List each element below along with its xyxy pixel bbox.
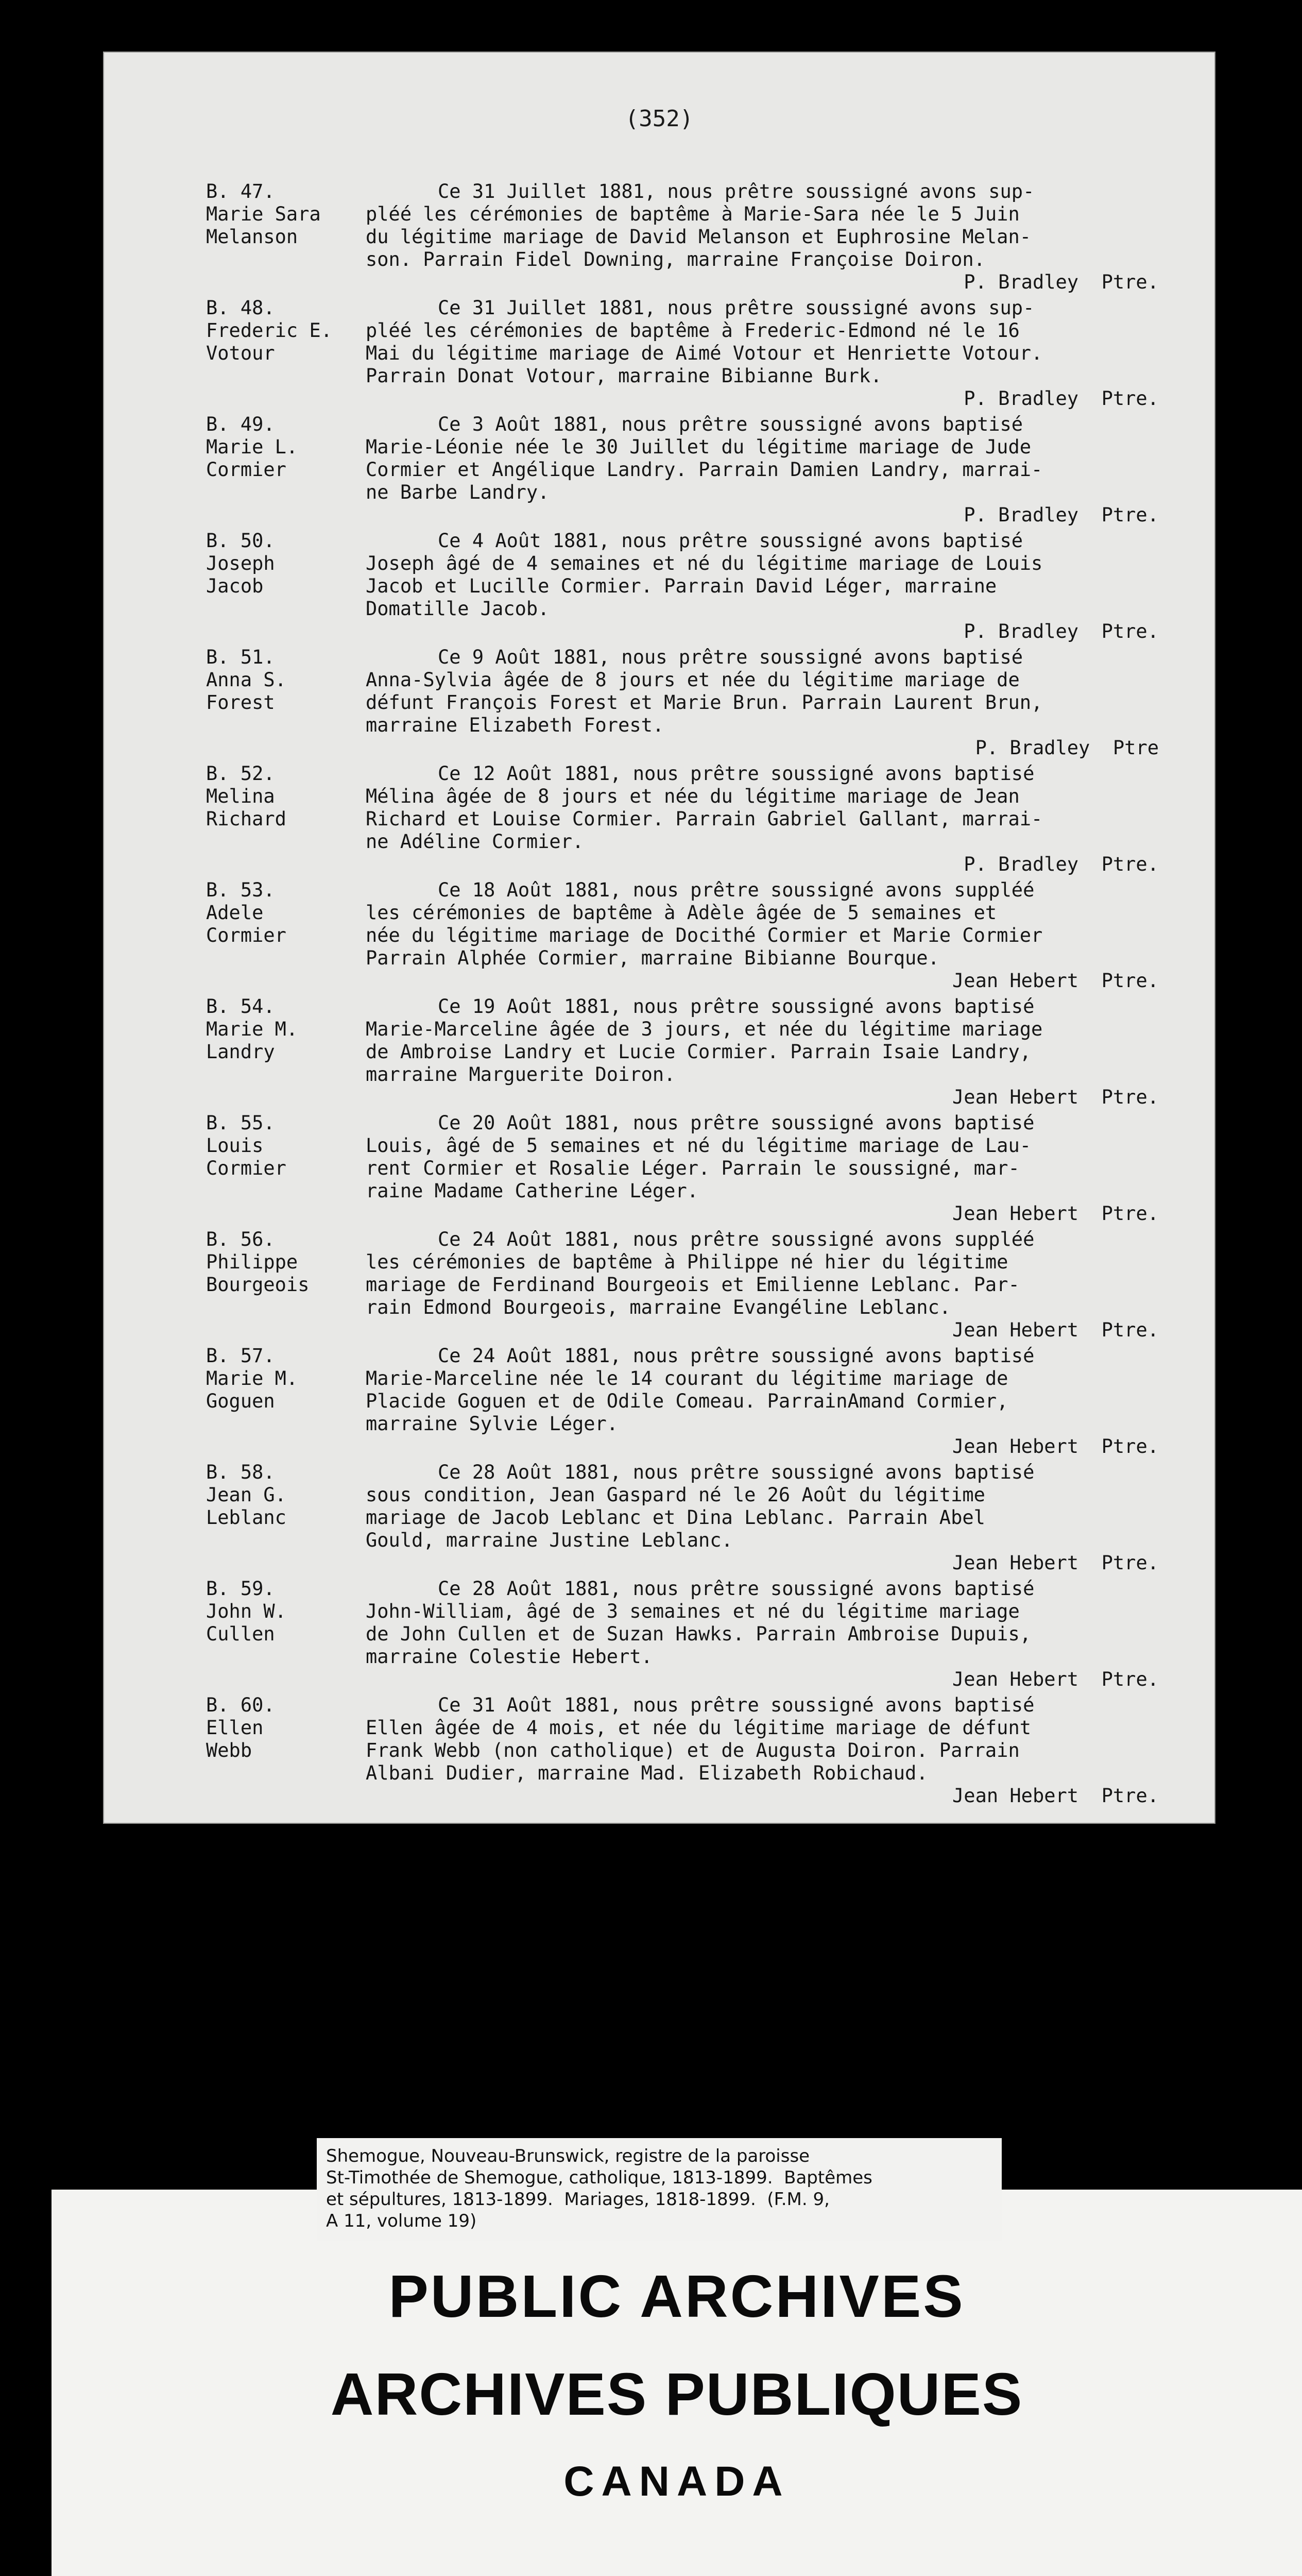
entry-margin-note — [206, 995, 366, 1112]
priest-signature: Jean Hebert Ptre. — [952, 1435, 1159, 1458]
entry-text-line: son. Parrain Fidel Downing, marraine Françoise Doiron. — [366, 248, 985, 270]
baptism-entry — [206, 1228, 1185, 1345]
entry-text-line: John-William, âgé de 3 semaines et né du légitime mariage — [366, 1600, 1020, 1622]
entry-name: Landry — [206, 1041, 275, 1063]
entry-text-line: Ce 31 Août 1881, nous prêtre soussigné avons baptisé — [438, 1694, 1035, 1716]
entry-text-line: Ce 18 Août 1881, nous prêtre soussigné avons suppléé — [438, 879, 1035, 901]
entry-text-line: pléé les cérémonies de baptême à Marie-Sara née le 5 Juin — [366, 203, 1020, 225]
entry-margin-note — [206, 879, 366, 995]
entry-number: B. 48. — [206, 297, 275, 319]
entry-text-line: de Ambroise Landry et Lucie Cormier. Parrain Isaie Landry, — [366, 1041, 1032, 1063]
entry-text-line: Ce 28 Août 1881, nous prêtre soussigné avons baptisé — [438, 1461, 1035, 1483]
entry-text-line: Ce 19 Août 1881, nous prêtre soussigné avons baptisé — [438, 995, 1035, 1018]
entry-margin-note — [206, 1461, 366, 1578]
entry-text-line: Ce 28 Août 1881, nous prêtre soussigné avons baptisé — [438, 1578, 1035, 1600]
entry-text — [366, 995, 1185, 1112]
entry-number: B. 53. — [206, 879, 275, 901]
entry-text-line: Cormier et Angélique Landry. Parrain Damien Landry, marrai- — [366, 459, 1043, 481]
baptism-entry — [206, 995, 1185, 1112]
priest-signature: P. Bradley Ptre. — [964, 620, 1159, 642]
entry-number: B. 60. — [206, 1694, 275, 1716]
baptism-entry — [206, 530, 1185, 646]
entry-margin-note — [206, 1578, 366, 1694]
baptism-entry — [206, 1112, 1185, 1228]
priest-signature: Jean Hebert Ptre. — [952, 970, 1159, 992]
banner-line-canada: CANADA — [563, 2458, 790, 2505]
priest-signature: Jean Hebert Ptre. — [952, 1202, 1159, 1225]
baptism-entry — [206, 1461, 1185, 1578]
entry-name: Philippe — [206, 1251, 298, 1273]
entry-margin-note — [206, 1112, 366, 1228]
entry-text — [366, 413, 1185, 530]
entry-text-line: rent Cormier et Rosalie Léger. Parrain le soussigné, mar- — [366, 1157, 1020, 1179]
entry-text-line: ne Barbe Landry. — [366, 481, 550, 503]
entry-number: B. 49. — [206, 413, 275, 435]
entry-text — [366, 646, 1185, 762]
entry-text — [366, 1694, 1185, 1810]
entry-text-line: Marie-Marceline âgée de 3 jours, et née du légitime mariage — [366, 1018, 1043, 1040]
priest-signature: Jean Hebert Ptre. — [952, 1319, 1159, 1341]
entry-text-line: Albani Dudier, marraine Mad. Elizabeth Robichaud. — [366, 1762, 928, 1784]
entry-name: Jean G. — [206, 1484, 286, 1506]
source-label-line: et sépultures, 1813-1899. Mariages, 1818-1899. (F.M. 9, — [326, 2189, 830, 2210]
baptism-entry — [206, 646, 1185, 762]
entry-text-line: Placide Goguen et de Odile Comeau. ParrainAmand Cormier, — [366, 1390, 1008, 1412]
entry-margin-note — [206, 413, 366, 530]
baptism-entry — [206, 297, 1185, 413]
baptism-entries — [206, 180, 1185, 1810]
entry-text-line: rain Edmond Bourgeois, marraine Evangéline Leblanc. — [366, 1296, 951, 1318]
source-label-line: A 11, volume 19) — [326, 2211, 477, 2231]
entry-text-line: marraine Elizabeth Forest. — [366, 714, 664, 736]
entry-name: Cullen — [206, 1623, 275, 1645]
priest-signature: P. Bradley Ptre. — [964, 271, 1159, 293]
entry-text-line: les cérémonies de baptême à Philippe né hier du légitime — [366, 1251, 1008, 1273]
entry-name: Marie M. — [206, 1018, 298, 1040]
entry-text-line: Gould, marraine Justine Leblanc. — [366, 1529, 733, 1551]
entry-name: Melanson — [206, 226, 298, 248]
entry-text-line: Ce 12 Août 1881, nous prêtre soussigné avons baptisé — [438, 762, 1035, 785]
entry-number: B. 58. — [206, 1461, 275, 1483]
baptism-entry — [206, 1345, 1185, 1461]
page-number: (352) — [625, 106, 694, 132]
entry-text-line: Ce 9 Août 1881, nous prêtre soussigné avons baptisé — [438, 646, 1023, 668]
entry-name: Joseph — [206, 552, 275, 574]
baptism-entry — [206, 1578, 1185, 1694]
source-label-line: St-Timothée de Shemogue, catholique, 1813-1899. Baptêmes — [326, 2167, 872, 2188]
entry-text-line: Parrain Alphée Cormier, marraine Bibianne Bourque. — [366, 947, 939, 969]
entry-number: B. 54. — [206, 995, 275, 1018]
entry-text-line: Ce 3 Août 1881, nous prêtre soussigné avons baptisé — [438, 413, 1023, 435]
entry-text-line: mariage de Ferdinand Bourgeois et Emilienne Leblanc. Par- — [366, 1274, 1020, 1296]
entry-text-line: Marie-Marceline née le 14 courant du légitime mariage de — [366, 1367, 1008, 1389]
entry-text — [366, 879, 1185, 995]
entry-margin-note — [206, 180, 366, 297]
entry-text-line: Joseph âgé de 4 semaines et né du légitime mariage de Louis — [366, 552, 1043, 574]
priest-signature: P. Bradley Ptre. — [964, 504, 1159, 526]
entry-text-line: sous condition, Jean Gaspard né le 26 Août du légitime — [366, 1484, 985, 1506]
entry-text — [366, 762, 1185, 879]
baptism-entry — [206, 762, 1185, 879]
entry-number: B. 56. — [206, 1228, 275, 1250]
entry-name: Forest — [206, 691, 275, 714]
entry-text — [366, 297, 1185, 413]
entry-text — [366, 1112, 1185, 1228]
entry-margin-note — [206, 530, 366, 646]
entry-number: B. 57. — [206, 1345, 275, 1367]
entry-name: Marie M. — [206, 1367, 298, 1389]
entry-text-line: marraine Colestie Hebert. — [366, 1646, 653, 1668]
priest-signature: P. Bradley Ptre. — [964, 853, 1159, 875]
entry-name: Webb — [206, 1739, 252, 1761]
source-label-line: Shemogue, Nouveau-Brunswick, registre de la paroisse — [326, 2146, 810, 2166]
priest-signature: Jean Hebert Ptre. — [952, 1086, 1159, 1108]
entry-name: Frederic E. — [206, 319, 333, 342]
baptism-entry — [206, 879, 1185, 995]
entry-name: Jacob — [206, 575, 264, 597]
entry-margin-note — [206, 1345, 366, 1461]
entry-name: John W. — [206, 1600, 286, 1622]
entry-margin-note — [206, 762, 366, 879]
entry-margin-note — [206, 297, 366, 413]
entry-text-line: Domatille Jacob. — [366, 598, 550, 620]
entry-text-line: marraine Marguerite Doiron. — [366, 1063, 676, 1086]
entry-name: Melina — [206, 785, 275, 807]
entry-text-line: Frank Webb (non catholique) et de Augusta Doiron. Parrain — [366, 1739, 1020, 1761]
entry-text-line: Louis, âgé de 5 semaines et né du légitime mariage de Lau- — [366, 1134, 1032, 1157]
entry-text-line: marraine Sylvie Léger. — [366, 1413, 619, 1435]
entry-text — [366, 530, 1185, 646]
priest-signature: P. Bradley Ptre. — [964, 387, 1159, 410]
entry-text-line: Parrain Donat Votour, marraine Bibianne Burk. — [366, 365, 882, 387]
entry-name: Adele — [206, 902, 264, 924]
entry-text-line: raine Madame Catherine Léger. — [366, 1180, 699, 1202]
entry-name: Bourgeois — [206, 1274, 310, 1296]
entry-text-line: Anna-Sylvia âgée de 8 jours et née du légitime mariage de — [366, 669, 1020, 691]
entry-text-line: mariage de Jacob Leblanc et Dina Leblanc. Parrain Abel — [366, 1506, 985, 1529]
entry-name: Richard — [206, 808, 286, 830]
register-page — [103, 52, 1215, 1824]
entry-number: B. 52. — [206, 762, 275, 785]
entry-text-line: défunt François Forest et Marie Brun. Parrain Laurent Brun, — [366, 691, 1043, 714]
entry-text-line: pléé les cérémonies de baptême à Frederic-Edmond né le 16 — [366, 319, 1020, 342]
entry-name: Goguen — [206, 1390, 275, 1412]
archives-banner — [52, 2190, 1302, 2576]
priest-signature: P. Bradley Ptre — [975, 737, 1159, 759]
entry-text-line: Ce 4 Août 1881, nous prêtre soussigné avons baptisé — [438, 530, 1023, 552]
entry-margin-note — [206, 646, 366, 762]
entry-text-line: Mélina âgée de 8 jours et née du légitime mariage de Jean — [366, 785, 1020, 807]
entry-text-line: Ellen âgée de 4 mois, et née du légitime mariage de défunt — [366, 1717, 1032, 1739]
priest-signature: Jean Hebert Ptre. — [952, 1785, 1159, 1807]
entry-name: Marie Sara — [206, 203, 321, 225]
entry-text-line: née du légitime mariage de Docithé Cormier et Marie Cormier — [366, 924, 1043, 946]
entry-text-line: Marie-Léonie née le 30 Juillet du légitime mariage de Jude — [366, 436, 1032, 458]
entry-text — [366, 1345, 1185, 1461]
entry-text-line: les cérémonies de baptême à Adèle âgée de 5 semaines et — [366, 902, 997, 924]
banner-line-archives-publiques: ARCHIVES PUBLIQUES — [330, 2361, 1023, 2428]
entry-text — [366, 1578, 1185, 1694]
entry-margin-note — [206, 1694, 366, 1810]
baptism-entry — [206, 1694, 1185, 1810]
entry-text-line: Mai du légitime mariage de Aimé Votour et Henriette Votour. — [366, 342, 1043, 364]
entry-name: Anna S. — [206, 669, 286, 691]
baptism-entry — [206, 180, 1185, 297]
entry-text-line: Ce 24 Août 1881, nous prêtre soussigné avons baptisé — [438, 1345, 1035, 1367]
entry-number: B. 51. — [206, 646, 275, 668]
entry-name: Votour — [206, 342, 275, 364]
entry-name: Marie L. — [206, 436, 298, 458]
entry-number: B. 59. — [206, 1578, 275, 1600]
banner-line-public-archives: PUBLIC ARCHIVES — [388, 2263, 965, 2330]
entry-text — [366, 1228, 1185, 1345]
entry-text-line: Ce 31 Juillet 1881, nous prêtre soussigné avons sup- — [438, 180, 1035, 202]
entry-name: Cormier — [206, 459, 286, 481]
entry-name: Cormier — [206, 924, 286, 946]
entry-text-line: Richard et Louise Cormier. Parrain Gabriel Gallant, marrai- — [366, 808, 1043, 830]
entry-number: B. 47. — [206, 180, 275, 202]
entry-text-line: de John Cullen et de Suzan Hawks. Parrain Ambroise Dupuis, — [366, 1623, 1032, 1645]
priest-signature: Jean Hebert Ptre. — [952, 1668, 1159, 1690]
entry-name: Louis — [206, 1134, 264, 1157]
entry-text — [366, 1461, 1185, 1578]
entry-name: Ellen — [206, 1717, 264, 1739]
entry-text-line: du légitime mariage de David Melanson et Euphrosine Melan- — [366, 226, 1032, 248]
priest-signature: Jean Hebert Ptre. — [952, 1552, 1159, 1574]
entry-text-line: Ce 20 Août 1881, nous prêtre soussigné avons baptisé — [438, 1112, 1035, 1134]
entry-text-line: Jacob et Lucille Cormier. Parrain David Léger, marraine — [366, 575, 997, 597]
entry-margin-note — [206, 1228, 366, 1345]
entry-name: Leblanc — [206, 1506, 286, 1529]
baptism-entry — [206, 413, 1185, 530]
entry-text-line: Ce 31 Juillet 1881, nous prêtre soussigné avons sup- — [438, 297, 1035, 319]
entry-text-line: Ce 24 Août 1881, nous prêtre soussigné avons suppléé — [438, 1228, 1035, 1250]
entry-name: Cormier — [206, 1157, 286, 1179]
entry-number: B. 50. — [206, 530, 275, 552]
entry-text — [366, 180, 1185, 297]
entry-text-line: ne Adéline Cormier. — [366, 831, 584, 853]
entry-number: B. 55. — [206, 1112, 275, 1134]
source-label — [317, 2138, 1002, 2241]
